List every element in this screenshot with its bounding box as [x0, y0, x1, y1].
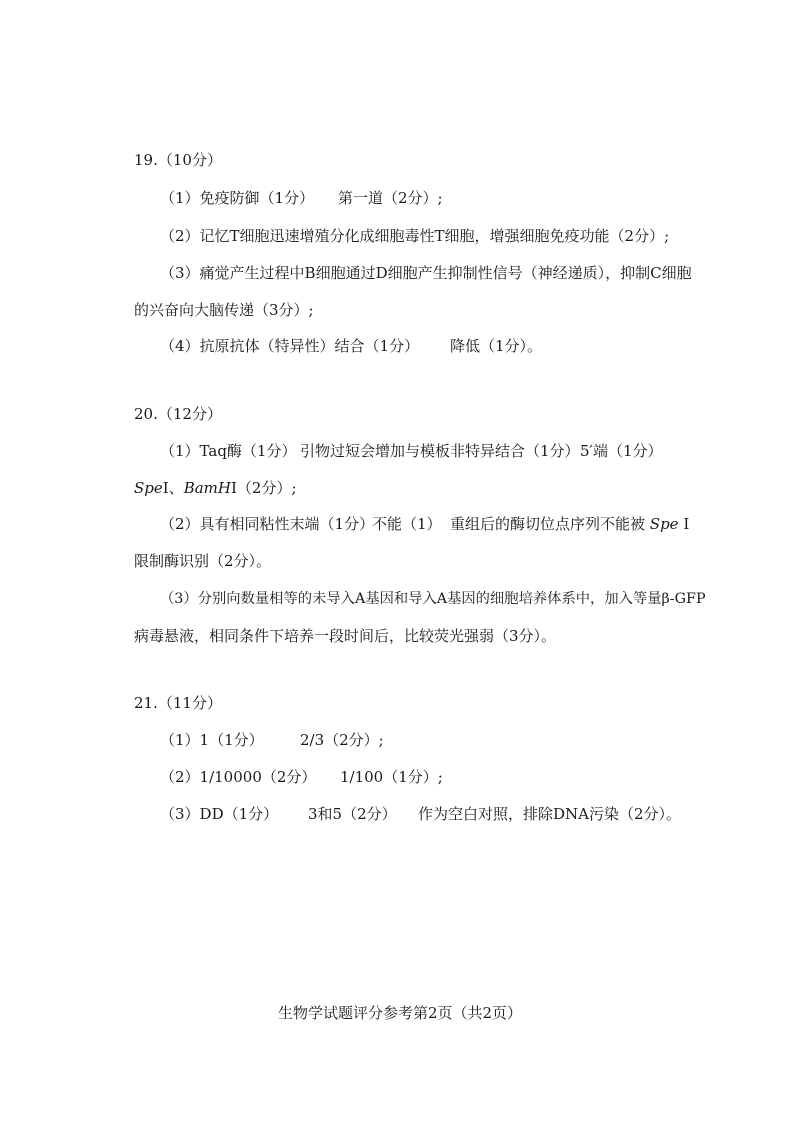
q19-line-5 — [160, 336, 760, 356]
q21-answer-3b: 3和5（2分） — [308, 805, 397, 823]
q19-answer-1b: 第一道（2分）; — [338, 189, 443, 207]
q19-line-4: 的兴奋向大脑传递（3分）; — [134, 301, 314, 319]
q19-answer-1a: （1）免疫防御（1分） — [160, 189, 315, 207]
q21-answer-1b: 2/3（2分）; — [300, 731, 384, 749]
q21-answer-2b: 1/100（1分）; — [340, 768, 443, 786]
q20-answer-2c-text: 重组后的酶切位点序列不能被 — [450, 515, 646, 533]
q20-answer-2b: 不能（1） — [372, 515, 442, 533]
q20-heading: 20.（12分） — [134, 405, 222, 423]
enzyme-spe-2-numeral: Ⅰ — [683, 515, 690, 533]
q21-answer-1a: （1）1（1分） — [160, 731, 264, 749]
q19-line-2: （2）记忆T细胞迅速增殖分化成细胞毒性T细胞，增强细胞免疫功能（2分）; — [160, 227, 670, 245]
enzyme-bamh-numeral: Ⅰ（2分）; — [230, 479, 297, 497]
q21-answer-3a: （3）DD（1分） — [160, 805, 279, 823]
q21-answer-2a: （2）1/10000（2分） — [160, 768, 317, 786]
q19-line-3: （3）痛觉产生过程中B细胞通过D细胞产生抑制性信号（神经递质），抑制C细胞 — [160, 264, 692, 282]
q19-answer-4a: （4）抗原抗体（特异性）结合（1分） — [160, 337, 420, 355]
q19-answer-4b: 降低（1分）。 — [450, 337, 543, 355]
page-footer: 生物学试题评分参考第2页（共2页） — [277, 1004, 523, 1022]
q20-line-4: 限制酶识别（2分）。 — [134, 552, 272, 570]
q20-line-1 — [160, 441, 780, 461]
q19-heading: 19.（10分） — [134, 151, 222, 169]
q20-answer-1a: （1）Taq酶（1分） — [160, 442, 297, 460]
q21-answer-3c: 作为空白对照，排除DNA污染（2分）。 — [418, 805, 682, 823]
q20-line-2 — [134, 478, 297, 498]
enzyme-spe-2: Spe — [649, 515, 679, 533]
q20-answer-2c — [450, 514, 689, 534]
q20-line-3 — [160, 514, 780, 534]
enzyme-spe-numeral: Ⅰ、 — [162, 479, 184, 497]
q21-line-1 — [160, 730, 760, 750]
q21-heading: 21.（11分） — [134, 694, 222, 712]
q20-answer-2a: （2）具有相同粘性末端（1分） — [160, 515, 375, 533]
q20-line-5: （3）分别向数量相等的未导入A基因和导入A基因的细胞培养体系中，加入等量β-GFP — [160, 591, 706, 607]
q20-answer-1b: 引物过短会增加与模板非特异结合（1分） — [300, 442, 580, 460]
q19-line-1 — [160, 188, 760, 208]
q20-line-6: 病毒悬液，相同条件下培养一段时间后，比较荧光强弱（3分）。 — [134, 627, 557, 645]
enzyme-spe: Spe — [134, 479, 163, 497]
q21-line-3 — [160, 804, 780, 824]
q20-answer-1c: 5′端（1分） — [580, 442, 663, 460]
enzyme-bamh: BamH — [183, 479, 231, 497]
q21-line-2 — [160, 767, 760, 787]
